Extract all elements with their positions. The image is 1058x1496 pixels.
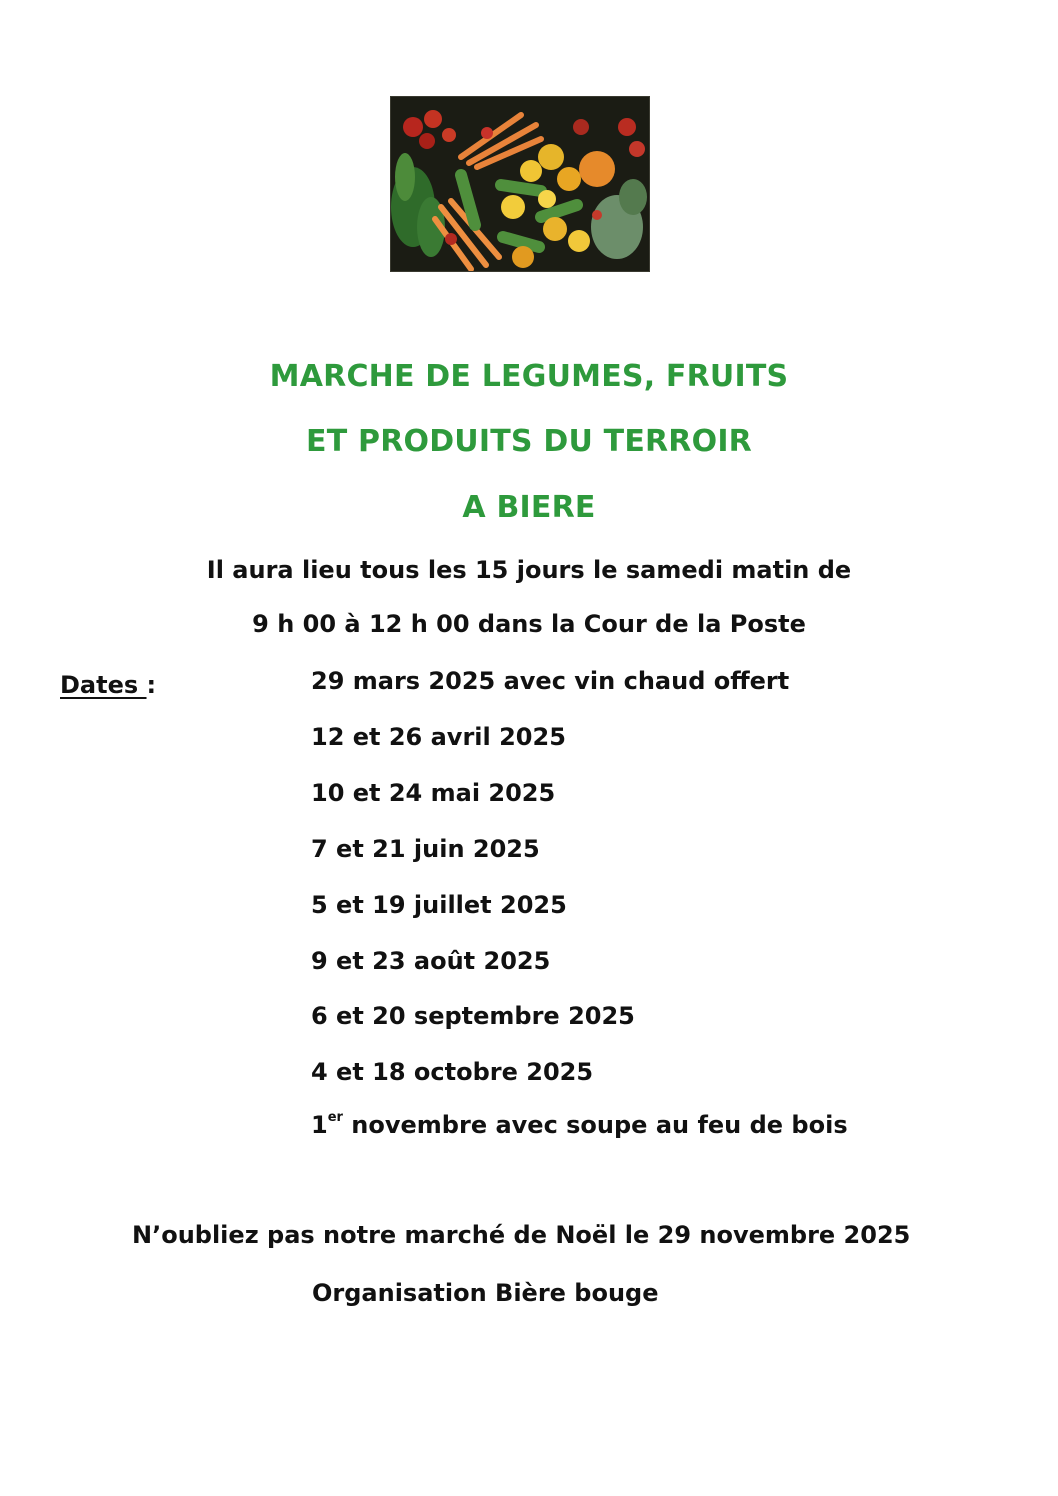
- date-item: 29 mars 2025 avec vin chaud offert: [311, 667, 790, 695]
- date-item: 9 et 23 août 2025: [311, 947, 551, 975]
- vegetables-fruits-photo: [390, 96, 650, 272]
- dates-label: [60, 671, 156, 699]
- date-item: 6 et 20 septembre 2025: [311, 1002, 635, 1030]
- intro-line-1: Il aura lieu tous les 15 jours le samedi matin de: [206, 556, 852, 584]
- date-last-number: 1: [311, 1111, 328, 1139]
- date-item: 5 et 19 juillet 2025: [311, 891, 567, 919]
- date-item: 10 et 24 mai 2025: [311, 779, 556, 807]
- date-last-superscript: er: [327, 1110, 343, 1125]
- dates-label-text: Dates: [60, 671, 147, 699]
- dates-label-colon: :: [146, 671, 157, 699]
- organisation: Organisation Bière bouge: [312, 1279, 659, 1307]
- title-line-3: A BIERE: [462, 490, 596, 525]
- date-item: 7 et 21 juin 2025: [311, 835, 540, 863]
- intro-line-2: 9 h 00 à 12 h 00 dans la Cour de la Poste: [252, 610, 806, 638]
- title-line-1: MARCHE DE LEGUMES, FRUITS: [269, 359, 789, 394]
- date-item: 4 et 18 octobre 2025: [311, 1058, 594, 1086]
- date-last-text: novembre avec soupe au feu de bois: [342, 1111, 848, 1139]
- christmas-market-reminder: N’oubliez pas notre marché de Noël le 29 novembre 2025: [132, 1221, 911, 1249]
- date-item-last: [311, 1111, 848, 1139]
- title-line-2: ET PRODUITS DU TERROIR: [306, 424, 752, 459]
- date-item: 12 et 26 avril 2025: [311, 723, 566, 751]
